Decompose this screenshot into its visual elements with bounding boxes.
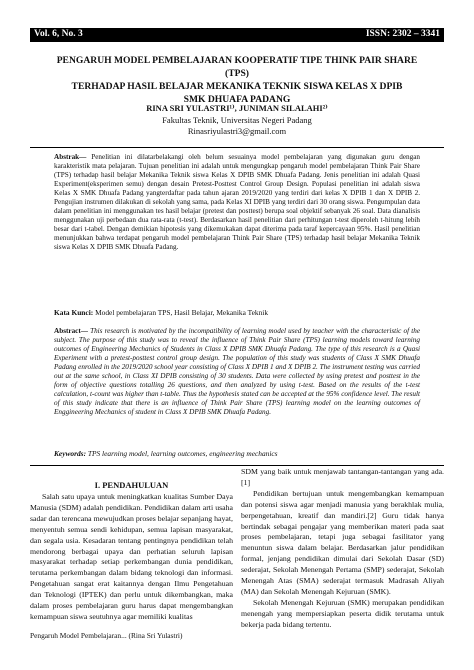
paper-title bbox=[50, 54, 424, 106]
title-line-1: PENGARUH MODEL PEMBELAJARAN KOOPERATIF TIPE THINK PAIR SHARE (TPS) bbox=[56, 55, 418, 79]
abstract-en-text: This research is motivated by the incompatibility of learning model used by teacher with the characteristic of the subject. The purpose of this study was to reveal the influence of Think Pair Share (TPS) learning models toward learning outcomes of Engineering Mechanics of Students in Class X DPIB SMK Dhuafa Padang. The type of this research is a Quasi Experiment with a pretest-posttest control group design. The population of this study was students of Class X SMK Dhuafa Padang enrolled in the 2019/2020 school year consisting of Class X DPIB 1 and X DPIB 2. The instrument testing was carried out at the same school, in Class XI DPIB consisting of 30 students. Data were collected by using pretest and posttest in the form of objective questions totalling 26 questions, and then analyzed by using t-test. Based on the results of the t-test calculation, t-count was higher than t-table. Thus the hypothesis stated can be accepted at the 95% confidence level. The result of this study indicate that there is an influence of Think Pair Share (TPS) learning model on the learning outcomes of Enggineering Mechanics of student in Class X DPIB SMK Dhuafa Padang. bbox=[54, 327, 421, 417]
left-column bbox=[30, 492, 233, 623]
abstrak-text: Penelitian ini dilatarbelakangi oleh belum sesuainya model pembelajaran yang digunakan guru dengan karakteristik mata pelajaran. Tujuan penelitian ini adalah untuk mengungkap pengaruh model pembelajaran Think Pair Share (TPS) terhadap hasil belajar Mekanika Teknik siswa Kelas X DPIB SMK Dhuafa Padang. Jenis penelitian ini adalah Quasi Experiment(eksperimen semu) dengan desain Pretest-Posttest Control Group Design. Populasi penelitian ini adalah siswa Kelas X SMK Dhuafa Padang yangterdaftar pada tahun ajaran 2019/2020 yang terdiri dari kelas X DPIB 1 dan X DPIB 2. Pengujian instrumen dilakukan di sekolah yang sama, pada Kelas XI DPIB yang terdiri dari 30 orang siswa. Pengumpulan data dalam penelitian ini menggunakan tes hasil belajar (pretest dan posttest) berupa soal objektif sebanyak 26 soal. Data dianalisis menggunakan uji perbedaan dua rata-rata (t-test). Berdasarkan hasil penelitian dari perhitungan t-test diperoleh t-hitung lebih besar dari t-tabel. Dengan demikian hipotesis yang dikemukakan dapat diterima pada taraf kepercayaan 95%. Hasil penelitian menunjukkan bahwa terdapat pengaruh model pembelajaran Think Pair Share (TPS) terhadap hasil belajar Mekanika Teknik siswa Kelas X DPIB SMK Dhuafa Padang. bbox=[54, 153, 420, 252]
kata-kunci-text: Model pembelajaran TPS, Hasil Belajar, Mekanika Teknik bbox=[95, 308, 269, 317]
title-line-2: TERHADAP HASIL BELAJAR MEKANIKA TEKNIK SISWA KELAS X DPIB bbox=[71, 81, 403, 92]
abstrak-label: Abstrak— bbox=[54, 153, 87, 161]
abstract-en bbox=[54, 327, 420, 417]
right-paragraph-2: Sekolah Menengah Kejuruan (SMK) merupakan pendidikan menengah yang mempersiapkan peserta didik terutama untuk bekerja pada bidang tertentu. bbox=[241, 597, 444, 629]
issn-label: ISSN: 2302 – 3341 bbox=[365, 29, 440, 39]
affiliation: Fakultas Teknik, Universitas Negeri Padang bbox=[162, 115, 312, 125]
kata-kunci bbox=[54, 308, 420, 317]
page-footer: Pengaruh Model Pembelajaran... (Rina Sri Yulastri) bbox=[30, 631, 183, 640]
authors: RINA SRI YULASTRI¹⁾, JUNIMAN SILALAHI²⁾ bbox=[146, 103, 328, 113]
keywords-text: TPS learning model, learning outcomes, engineering mechanics bbox=[87, 449, 278, 458]
abstract-en-label: Abstract— bbox=[54, 327, 88, 335]
right-paragraph-0: SDM yang baik untuk menjawab tantangan-tantangan yang ada.[1] bbox=[241, 467, 444, 487]
right-paragraph-1: Pendidikan bertujuan untuk mengembangkan kemampuan dan potensi siswa agar menjadi manusia yang berakhlak mulia, berpengetahuan, kreatif dan mandiri.[2] Guru tidak hanya bertindak sebagai pengajar yang memberikan materi pada saat proses pembelajaran, tetapi juga sebagai fasilitator yang menuntun siswa dalam belajar. Berdasarkan jalur pendidikan formal, jenjang pendidikan dimulai dari Sekolah Dasar (SD) sederajat, Sekolah Menengah Pertama (SMP) sederajat, Sekolah Menengah Atas (SMA) sederajat termasuk Madrasah Aliyah (MA) dan Sekolah Menengah Kejuruan (SMK). bbox=[241, 488, 444, 596]
title-line-3: SMK DHUAFA PADANG bbox=[183, 94, 291, 105]
abstrak bbox=[54, 153, 420, 253]
left-paragraph-1: Salah satu upaya untuk meningkatkan kualitas Sumber Daya Manusia (SDM) adalah pendidikan. Pendidikan dalam arti usaha sadar dan terencana mewujudkan proses belajar sepanjang hayat, menyentuh semua sendi kehidupan, semua lapisan masyarakat, dan segala usia. Kesadaran tentang pentingnya pendidikan telah mendorong berbagai upaya dan perhatian seluruh lapisan masyarakat terhadap setiap perkembangan dunia pendidikan, terutama perkembangan dalam bidang teknologi dan informasi. Pengetahuan sangat erat kaitannya dengan Ilmu Pengetahuan dan Teknologi (IPTEK) dan perlu untuk dikembangkan, maka dalam proses pembelajaran guru harus dapat mengembangkan kemampuan siswa seutuhnya agar memiliki kualitas bbox=[30, 492, 233, 621]
volume-label: Vol. 6, No. 3 bbox=[34, 29, 83, 39]
right-column bbox=[241, 467, 444, 631]
author-email: Rinasriyulastri3@gmail.com bbox=[187, 126, 287, 136]
keywords-label: Keywords: bbox=[54, 449, 87, 458]
kata-kunci-label: Kata Kunci: bbox=[54, 308, 94, 317]
keywords bbox=[54, 449, 420, 458]
journal-header-bar bbox=[30, 28, 444, 42]
section-heading: I. PENDAHULUAN bbox=[94, 480, 169, 490]
